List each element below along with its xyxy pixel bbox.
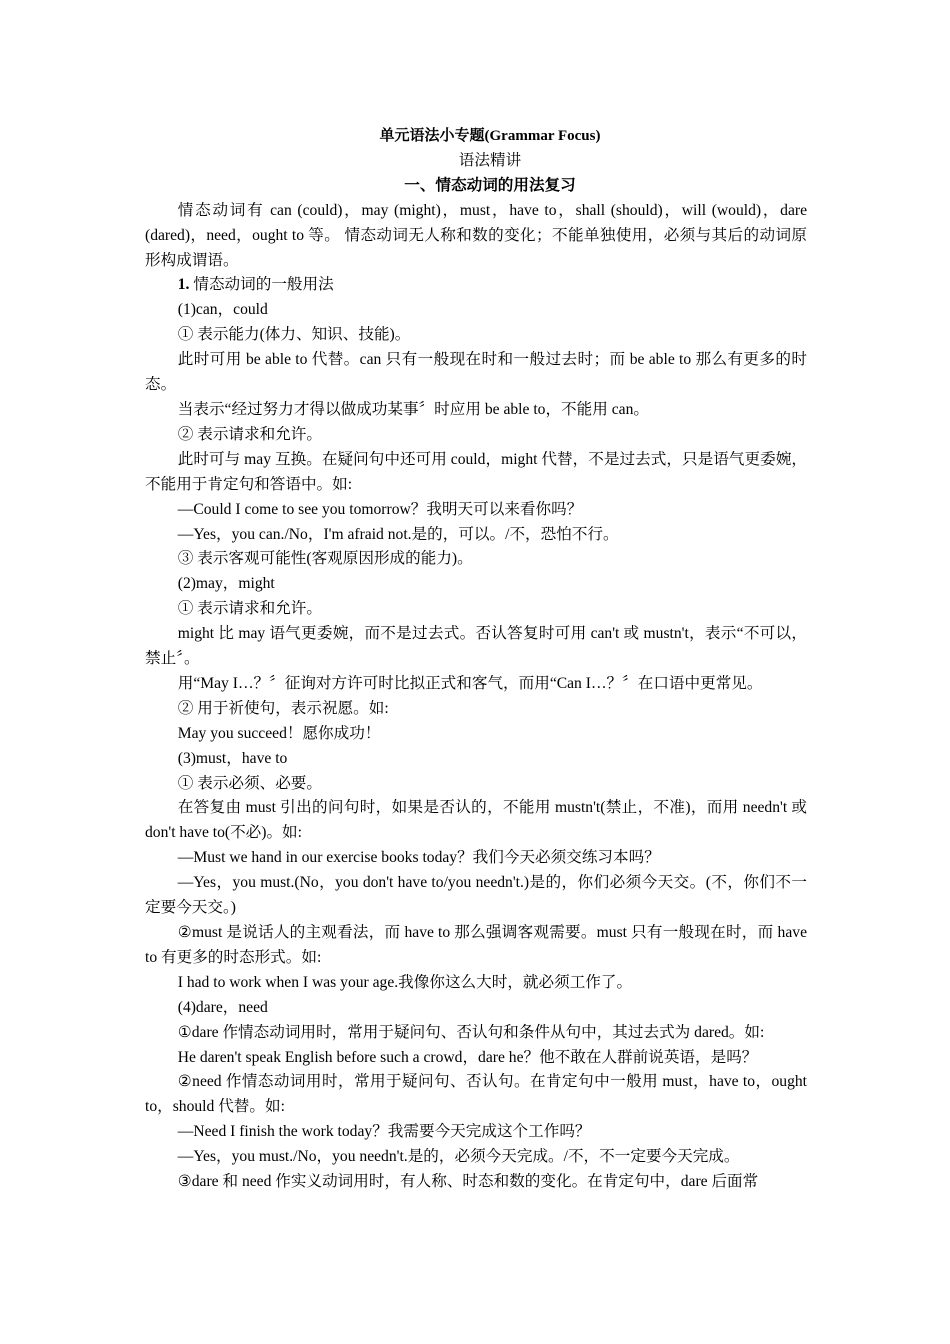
paragraph: 1. 情态动词的一般用法 — [177, 276, 334, 294]
paragraph: ② 用于祈使句，表示祝愿。如: — [177, 699, 389, 717]
paragraph: (4)dare，need — [177, 998, 268, 1016]
paragraph: 此时可与 may 互换。在疑问句中还可用 could，might 代替，不是过去式，只是语气更委婉，不能用于肯定句和答语中。如: — [145, 450, 807, 493]
paragraph: —Yes，you can./No，I'm afraid not.是的，可以。/不，恐怕不行。 — [177, 525, 619, 543]
paragraph: might 比 may 语气更委婉，而不是过去式。否认答复时可用 can't 或 mustn't，表示“不可以，禁止〞。 — [145, 625, 807, 668]
paragraph: ②must 是说话人的主观看法，而 have to 那么强调客观需要。must 只有一般现在时，而 have to 有更多的时态形式。如: — [145, 924, 807, 966]
paragraph: —Yes，you must./No，you needn't.是的，必须今天完成。/不，不一定要今天完成。 — [177, 1148, 740, 1166]
paragraph: ②need 作情态动词用时，常用于疑问句、否认句。在肯定句中一般用 must，have to，ought to，should 代替。如: — [145, 1073, 807, 1116]
document-page — [145, 124, 807, 1195]
paragraph: (3)must，have to — [177, 749, 288, 767]
document-body — [145, 199, 807, 1195]
paragraph: ③dare 和 need 作实义动词用时，有人称、时态和数的变化。在肯定句中，dare 后面常 — [177, 1173, 759, 1191]
paragraph: 情态动词有 can (could)，may (might)，must，have to，shall (should)，will (would)，dare (dared)，need，ought to 等。 情态动词无人称和数的变化；不能单独使用，必须与其后的动词原形构成谓语。 — [145, 201, 807, 269]
paragraph: —Need I finish the work today？我需要今天完成这个工作吗？ — [177, 1123, 591, 1141]
paragraph: ② 表示请求和允许。 — [177, 425, 322, 443]
paragraph: 当表示“经过努力才得以做成功某事〞时应用 be able to，不能用 can。 — [177, 400, 649, 418]
section-heading: 一、情态动词的用法复习 — [404, 176, 576, 194]
paragraph: He daren't speak English before such a crowd，dare he？他不敢在人群前说英语，是吗？ — [177, 1048, 758, 1066]
document-title: 单元语法小专题(Grammar Focus) — [379, 128, 601, 144]
paragraph: —Must we hand in our exercise books today？我们今天必须交练习本吗？ — [177, 849, 660, 867]
paragraph: 用“May I…？〞征询对方许可时比拟正式和客气，而用“Can I…？〞在口语中更常见。 — [177, 674, 763, 692]
paragraph: ① 表示请求和允许。 — [177, 600, 322, 618]
paragraph: ③ 表示客观可能性(客观原因形成的能力)。 — [177, 550, 473, 568]
paragraph: —Yes，you must.(No，you don't have to/you needn't.)是的，你们必须今天交。(不，你们不一定要今天交。) — [145, 874, 807, 917]
paragraph: (1)can，could — [177, 301, 268, 319]
paragraph: ①dare 作情态动词用时，常用于疑问句、否认句和条件从句中，其过去式为 dared。如: — [177, 1023, 765, 1041]
paragraph: 在答复由 must 引出的问句时，如果是否认的，不能用 mustn't(禁止，不准)，而用 needn't 或 don't have to(不必)。如: — [145, 799, 807, 842]
paragraph: —Could I come to see you tomorrow？我明天可以来看你吗？ — [177, 500, 583, 518]
paragraph: I had to work when I was your age.我像你这么大时，就必须工作了。 — [177, 973, 633, 991]
section-number: 1. — [177, 276, 190, 294]
paragraph: May you succeed！愿你成功！ — [177, 724, 381, 742]
paragraph: 此时可用 be able to 代替。can 只有一般现在时和一般过去时；而 be able to 那么有更多的时态。 — [145, 351, 807, 394]
paragraph: (2)may，might — [177, 575, 275, 593]
section-subtitle: 语法精讲 — [458, 151, 522, 169]
paragraph: ① 表示必须、必要。 — [177, 774, 322, 792]
paragraph: ① 表示能力(体力、知识、技能)。 — [177, 326, 411, 344]
